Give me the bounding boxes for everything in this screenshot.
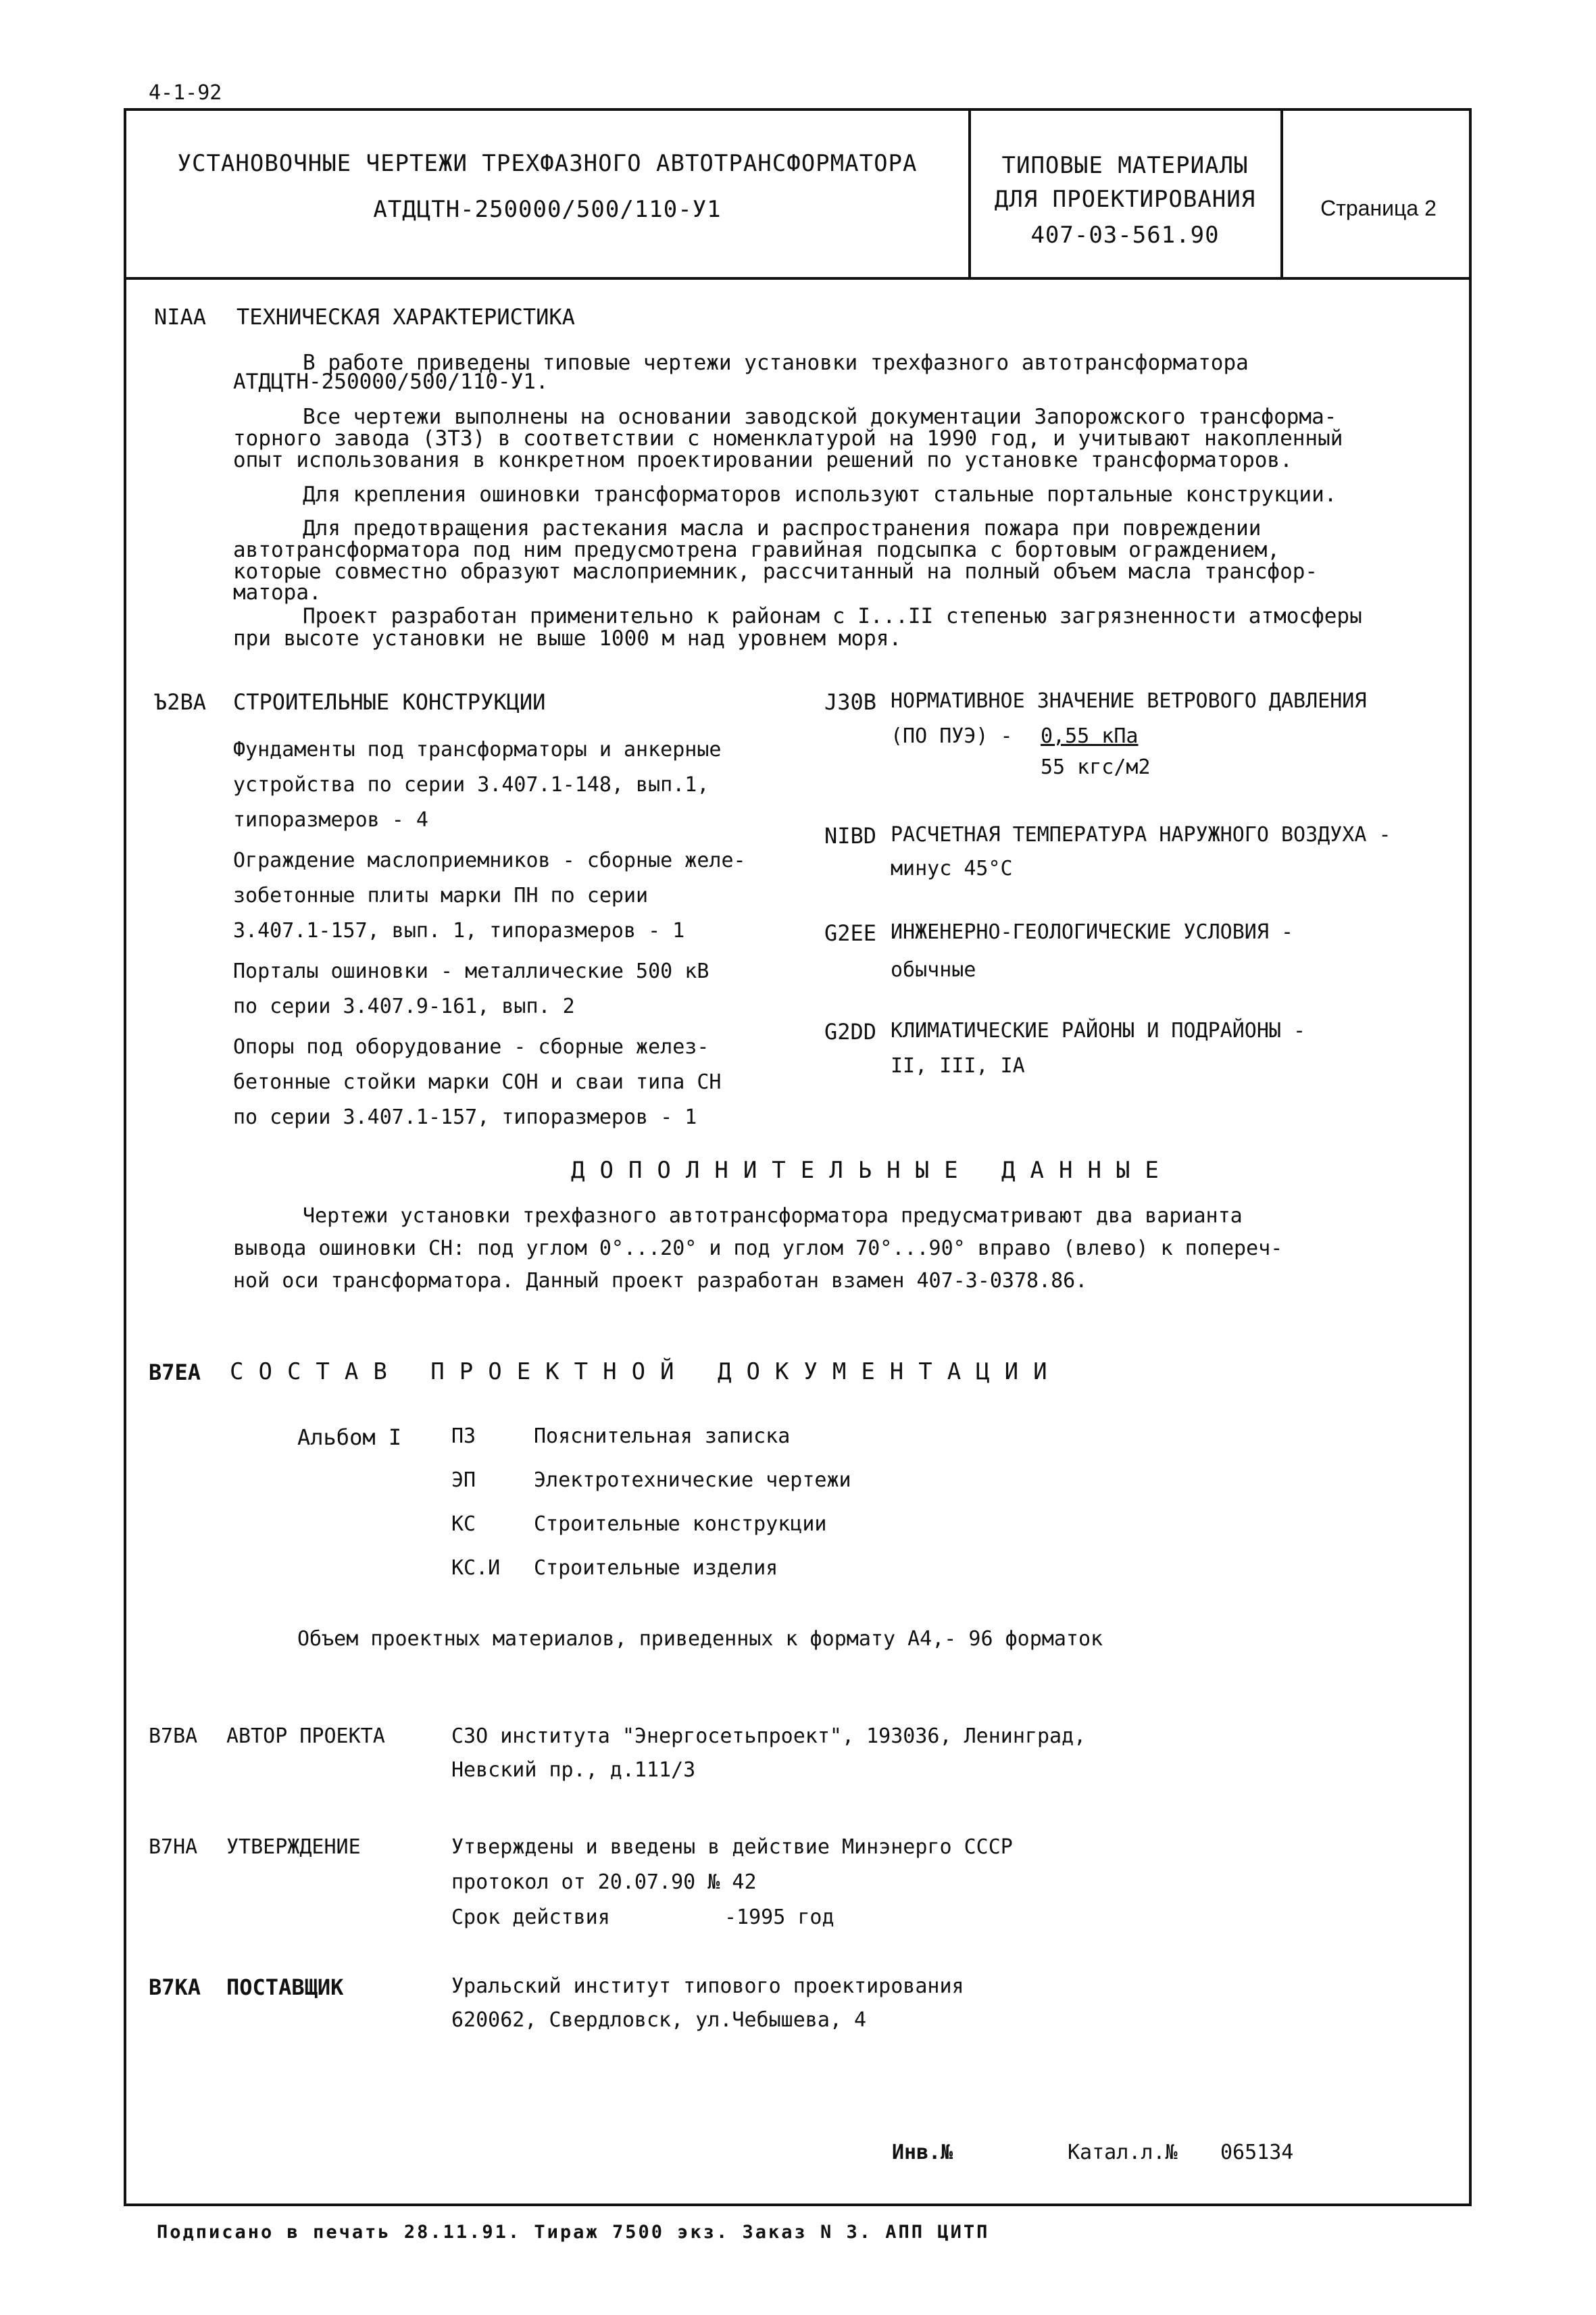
tech-p2-l1: Все чертежи выполнены на основании заводской документации Запорожского трансформа-: [303, 405, 1337, 429]
page-ref: 4-1-92: [149, 81, 222, 105]
tech-p1-l1: В работе приведены типовые чертежи установки трехфазного автотрансформатора: [303, 351, 1249, 375]
tech-p4-l4: матора.: [233, 580, 322, 605]
build-b1-l3: типоразмеров - 4: [233, 808, 428, 832]
extra-l2: вывода ошиновки СН: под углом 0°...20° и под углом 70°...90° вправо (влево) к попереч-: [233, 1237, 1283, 1260]
tech-p4-l1: Для предотвращения растекания масла и распространения пожара при повреждении: [303, 516, 1262, 541]
approval-code: В7НА: [149, 1835, 198, 1859]
build-b2-l3: 3.407.1-157, вып. 1, типоразмеров - 1: [233, 919, 685, 943]
geo-heading: ИНЖЕНЕРНО-ГЕОЛОГИЧЕСКИЕ УСЛОВИЯ -: [891, 920, 1294, 944]
wind-value-kgs: 55 кгс/м2: [1041, 755, 1151, 779]
approval-l1: Утверждены и введены в действие Минэнерго СССР: [451, 1835, 1013, 1859]
wind-value-kpa: 0,55 кПа: [1041, 724, 1139, 748]
doc-item-name: Строительные изделия: [534, 1556, 778, 1580]
build-b3-l1: Порталы ошиновки - металлические 500 кВ: [233, 960, 709, 983]
supplier-code: В7КА: [149, 1974, 201, 2000]
tech-p4-l2: автотрансформатора под ним предусмотрена гравийная подсыпка с бортовым ограждением,: [233, 538, 1280, 562]
inventory-label: Инв.№: [892, 2141, 953, 2164]
extra-l1: Чертежи установки трехфазного автотрансформатора предусматривают два варианта: [303, 1204, 1243, 1228]
build-b2-l2: зобетонные плиты марки ПН по серии: [233, 884, 649, 907]
header-divider: [124, 277, 1472, 280]
wind-code: J30B: [824, 689, 877, 715]
docs-code: В7ЕА: [149, 1360, 201, 1385]
tech-code: NIAA: [154, 304, 207, 330]
author-code: В7ВА: [149, 1724, 198, 1748]
docs-album: Альбом I: [297, 1424, 402, 1450]
doc-item-name: Строительные конструкции: [534, 1512, 827, 1536]
author-l1: СЗО института "Энергосетьпроект", 193036, Ленинград,: [451, 1724, 1087, 1748]
doc-item-abbr: КС: [451, 1512, 476, 1536]
header-col-divider-2: [1280, 108, 1283, 278]
catalog-number: 065134: [1220, 2141, 1294, 2164]
tech-p2-l3: опыт использования в конкретном проектировании решений по установке трансформаторов.: [233, 448, 1293, 472]
author-l2: Невский пр., д.111/3: [451, 1758, 696, 1782]
build-b1-l1: Фундаменты под трансформаторы и анкерные: [233, 738, 722, 762]
build-b4-l1: Опоры под оборудование - сборные желез-: [233, 1035, 709, 1059]
tech-heading: ТЕХНИЧЕСКАЯ ХАРАКТЕРИСТИКА: [236, 304, 575, 330]
temp-value: минус 45°С: [891, 857, 1013, 880]
temp-code: NIBD: [824, 823, 877, 849]
series-number: 407-03-561.90: [1030, 222, 1220, 249]
docs-heading: СОСТАВ ПРОЕКТНОЙ ДОКУМЕНТАЦИИ: [230, 1358, 1062, 1385]
page-label: Страница 2: [1320, 196, 1437, 220]
extra-heading: ДОПОЛНИТЕЛЬНЫЕ ДАННЫЕ: [571, 1157, 1174, 1184]
build-b4-l2: бетонные стойки марки СОН и сваи типа СН: [233, 1070, 722, 1094]
docs-volume: Объем проектных материалов, приведенных к формату А4,- 96 форматок: [297, 1627, 1103, 1651]
tech-p5-l2: при высоте установки не выше 1000 м над уровнем моря.: [233, 626, 902, 651]
build-b3-l2: по серии 3.407.9-161, вып. 2: [233, 995, 575, 1018]
doc-subtitle: АТДЦТН-250000/500/110-У1: [373, 196, 722, 223]
geo-code: G2EE: [824, 920, 877, 946]
supplier-l1: Уральский институт типового проектирования: [451, 1974, 964, 1998]
build-heading: СТРОИТЕЛЬНЫЕ КОНСТРУКЦИИ: [233, 689, 546, 715]
approval-term-value: -1995 год: [724, 1906, 834, 1929]
supplier-label: ПОСТАВЩИК: [226, 1974, 344, 2000]
approval-l2: протокол от 20.07.90 № 42: [451, 1870, 757, 1894]
approval-term-label: Срок действия: [451, 1906, 610, 1929]
tech-p4-l3: которые совместно образуют маслоприемник, рассчитанный на полный объем масла трансфор-: [233, 559, 1318, 584]
tech-p5-l1: Проект разработан применительно к районам с I...II степенью загрязненности атмосферы: [303, 604, 1362, 628]
doc-item-name: Пояснительная записка: [534, 1424, 791, 1448]
doc-item-abbr: ЭП: [451, 1468, 476, 1492]
wind-heading: НОРМАТИВНОЕ ЗНАЧЕНИЕ ВЕТРОВОГО ДАВЛЕНИЯ: [891, 689, 1367, 713]
extra-l3: ной оси трансформатора. Данный проект разработан взамен 407-3-0378.86.: [233, 1269, 1088, 1293]
climate-heading: КЛИМАТИЧЕСКИЕ РАЙОНЫ И ПОДРАЙОНЫ -: [891, 1019, 1306, 1043]
doc-title: УСТАНОВОЧНЫЕ ЧЕРТЕЖИ ТРЕХФАЗНОГО АВТОТРАНСФОРМАТОРА: [177, 150, 918, 177]
build-b2-l1: Ограждение маслоприемников - сборные желе-: [233, 849, 746, 872]
tech-p1-l2: АТДЦТН-250000/500/110-У1.: [233, 370, 549, 394]
tech-p3: Для крепления ошиновки трансформаторов используют стальные портальные конструкции.: [303, 482, 1337, 507]
author-label: АВТОР ПРОЕКТА: [226, 1724, 385, 1748]
header-col-divider-1: [968, 108, 971, 278]
series-line-1: ТИПОВЫЕ МАТЕРИАЛЫ: [1001, 152, 1249, 179]
tech-p2-l2: торного завода (ЗТЗ) в соответствии с номенклатурой на 1990 год, и учитывают накопленный: [233, 426, 1343, 451]
approval-label: УТВЕРЖДЕНИЕ: [226, 1835, 361, 1859]
print-footer: Подписано в печать 28.11.91. Тираж 7500 экз. Заказ N 3. АПП ЦИТП: [157, 2222, 990, 2243]
climate-code: G2DD: [824, 1019, 877, 1045]
build-b4-l3: по серии 3.407.1-157, типоразмеров - 1: [233, 1105, 697, 1129]
series-line-2: ДЛЯ ПРОЕКТИРОВАНИЯ: [994, 186, 1256, 213]
geo-value: обычные: [891, 958, 976, 982]
doc-item-abbr: ПЗ: [451, 1424, 476, 1448]
catalog-label: Катал.л.№: [1068, 2141, 1178, 2164]
doc-item-abbr: КС.И: [451, 1556, 501, 1580]
doc-item-name: Электротехнические чертежи: [534, 1468, 851, 1492]
wind-standard: (ПО ПУЭ) -: [891, 724, 1013, 748]
climate-value: II, III, IА: [891, 1054, 1025, 1078]
temp-heading: РАСЧЕТНАЯ ТЕМПЕРАТУРА НАРУЖНОГО ВОЗДУХА -: [891, 823, 1391, 847]
build-b1-l2: устройства по серии 3.407.1-148, вып.1,: [233, 773, 709, 797]
build-code: Ъ2ВА: [154, 689, 207, 715]
supplier-l2: 620062, Свердловск, ул.Чебышева, 4: [451, 2008, 867, 2032]
